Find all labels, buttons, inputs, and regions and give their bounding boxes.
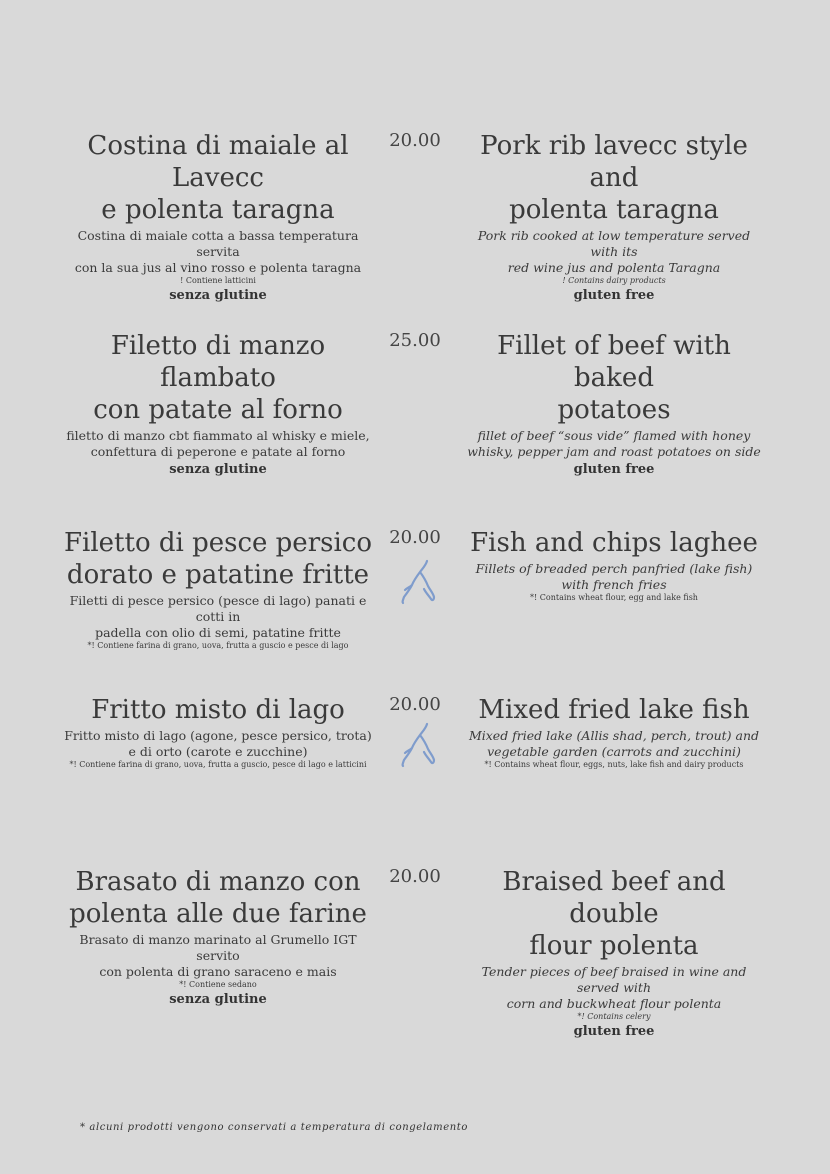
allergen-note-it: *! Contiene farina di grano, uova, frutta a guscio e pesce di lago (87, 641, 349, 650)
italian-column (62, 694, 374, 770)
dish-description-it: Fritto misto di lago (agone, pesce persico, trota) e di orto (carote e zucchine) (64, 728, 372, 759)
dish-title-en: Pork rib lavecc style and polenta taragna (480, 131, 748, 225)
dish-title-en: Braised beef and double flour polenta (502, 867, 726, 961)
dish-description-en: fillet of beef “sous vide” flamed with honey whisky, pepper jam and roast potatoes on side (467, 428, 761, 459)
english-column (464, 866, 764, 1040)
allergen-note-en: *! Contains celery (577, 1012, 651, 1021)
dish-title-it: Costina di maiale al Lavecc e polenta taragna (87, 131, 349, 225)
english-column (464, 330, 764, 478)
gluten-free-label-en: gluten free (573, 288, 655, 303)
english-column (464, 694, 764, 770)
lake-como-icon (396, 722, 440, 768)
dish-title-it: Fritto misto di lago (91, 695, 345, 725)
english-column (464, 527, 764, 603)
dish-title-it: Brasato di manzo con polenta alle due farine (69, 867, 367, 929)
dish-description-it: Filetti di pesce persico (pesce di lago) panati e cotti in padella con olio di semi, patatine fritte (69, 593, 367, 640)
dish-title-en: Fillet of beef with baked potatoes (497, 331, 731, 425)
dish-price: 20.00 (389, 694, 441, 715)
allergen-note-it: *! Contiene farina di grano, uova, frutta a guscio, pesce di lago e latticini (69, 760, 367, 769)
freezing-footnote: * alcuni prodotti vengono conservati a temperatura di congelamento (80, 1122, 469, 1133)
italian-column (62, 866, 374, 1008)
gluten-free-label-it: senza glutine (169, 462, 267, 477)
italian-column (62, 330, 374, 478)
dish-title-it: Filetto di pesce persico dorato e patatine fritte (63, 528, 372, 590)
dish-price: 20.00 (389, 866, 441, 887)
dish-title-it: Filetto di manzo flambato con patate al forno (93, 331, 343, 425)
dish-description-it: Brasato di manzo marinato al Grumello IGT servito con polenta di grano saraceno e mais (79, 932, 357, 979)
dish-title-en: Mixed fried lake fish (478, 695, 750, 725)
allergen-note-it: ! Contiene latticini (180, 276, 256, 285)
allergen-note-en: *! Contains wheat flour, egg and lake fish (530, 593, 698, 602)
dish-price: 20.00 (389, 527, 441, 548)
dish-description-en: Fillets of breaded perch panfried (lake fish) with french fries (475, 561, 753, 592)
dish-title-en: Fish and chips laghee (470, 528, 758, 558)
allergen-note-en: *! Contains wheat flour, eggs, nuts, lake fish and dairy products (484, 760, 744, 769)
dish-price: 25.00 (389, 330, 441, 351)
dish-description-en: Tender pieces of beef braised in wine and served with corn and buckwheat flour polenta (481, 964, 747, 1011)
gluten-free-label-it: senza glutine (169, 288, 267, 303)
gluten-free-label-it: senza glutine (169, 992, 267, 1007)
italian-column (62, 130, 374, 304)
gluten-free-label-en: gluten free (573, 462, 655, 477)
dish-description-en: Pork rib cooked at low temperature served with its red wine jus and polenta Taragna (477, 228, 751, 275)
allergen-note-en: ! Contains dairy products (562, 276, 666, 285)
lake-como-icon (396, 559, 440, 605)
dish-description-it: filetto di manzo cbt fiammato al whisky e miele, confettura di peperone e patate al forno (66, 428, 370, 459)
allergen-note-it: *! Contiene sedano (179, 980, 257, 989)
dish-price: 20.00 (389, 130, 441, 151)
dish-description-it: Costina di maiale cotta a bassa temperatura servita con la sua jus al vino rosso e polenta taragna (74, 228, 362, 275)
dish-description-en: Mixed fried lake (Allis shad, perch, trout) and vegetable garden (carrots and zucchini) (468, 728, 760, 759)
english-column (464, 130, 764, 304)
italian-column (62, 527, 374, 651)
gluten-free-label-en: gluten free (573, 1024, 655, 1039)
